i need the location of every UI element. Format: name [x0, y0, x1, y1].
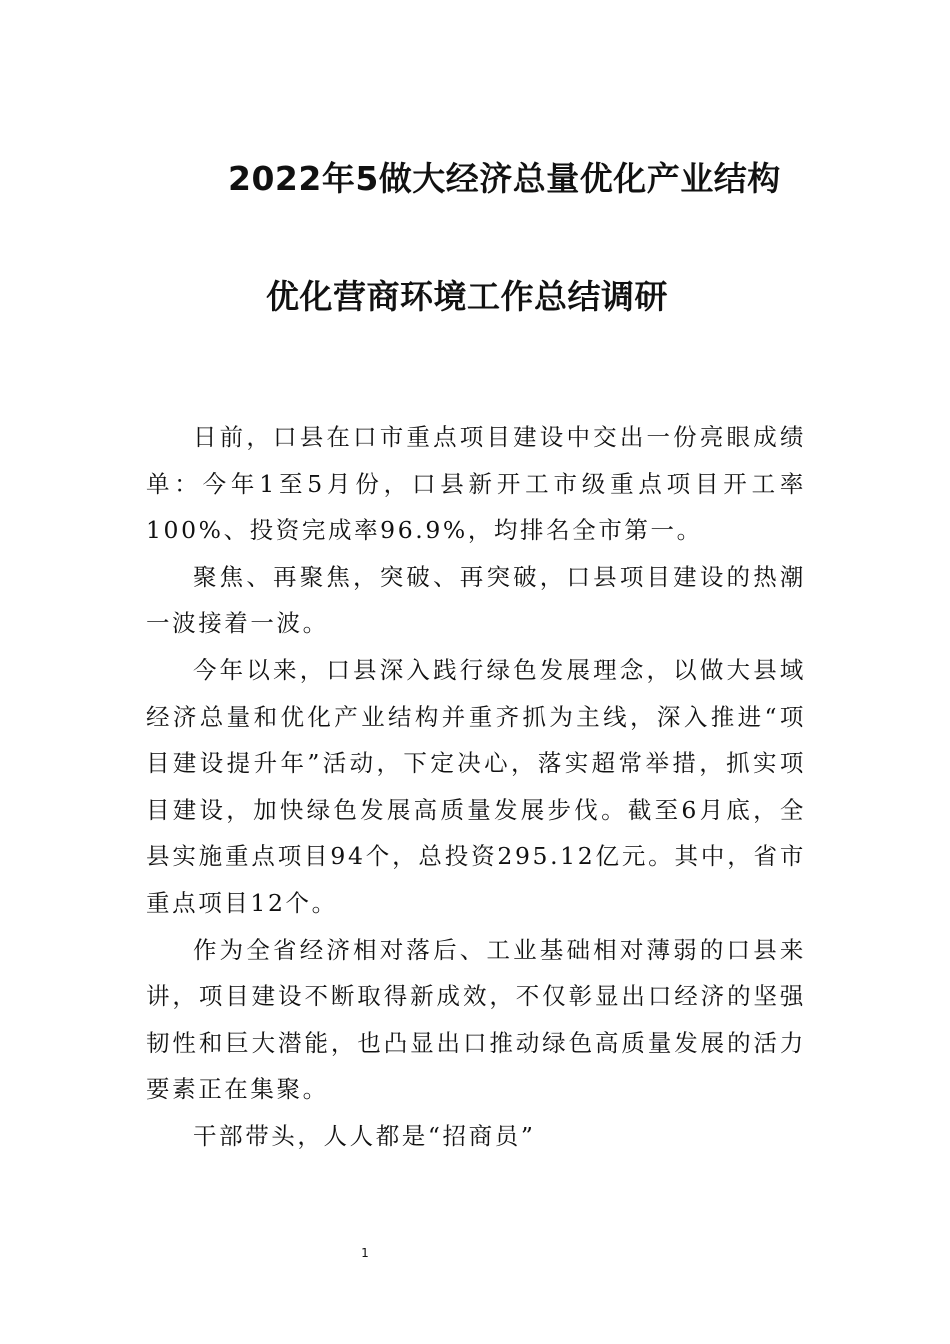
document-title-line-1: 2022年5做大经济总量优化产业结构 — [228, 159, 781, 198]
paragraph: 今年以来，口县深入践行绿色发展理念，以做大县域经济总量和优化产业结构并重齐抓为主线，深入推进“项目建设提升年”活动，下定决心，落实超常举措，抓实项目建设，加快绿色发展高质量发展步伐。截至6月底，全县实施重点项目94个，总投资295.12亿元。其中，省市重点项目12个。 — [146, 655, 806, 917]
section-heading: 干部带头，人人都是“招商员” — [193, 1121, 536, 1150]
page-number: 1 — [361, 1246, 369, 1260]
document-body — [146, 414, 806, 1160]
paragraph: 聚焦、再聚焦，突破、再突破，口县项目建设的热潮一波接着一波。 — [146, 562, 806, 638]
paragraph: 日前，口县在口市重点项目建设中交出一份亮眼成绩单：今年1至5月份，口县新开工市级重点项目开工率100%、投资完成率96.9%，均排名全市第一。 — [146, 423, 806, 545]
paragraph: 作为全省经济相对落后、工业基础相对薄弱的口县来讲，项目建设不断取得新成效，不仅彰显出口经济的坚强韧性和巨大潜能，也凸显出口推动绿色高质量发展的活力要素正在集聚。 — [146, 935, 806, 1104]
document-title-line-2: 优化营商环境工作总结调研 — [266, 277, 668, 316]
